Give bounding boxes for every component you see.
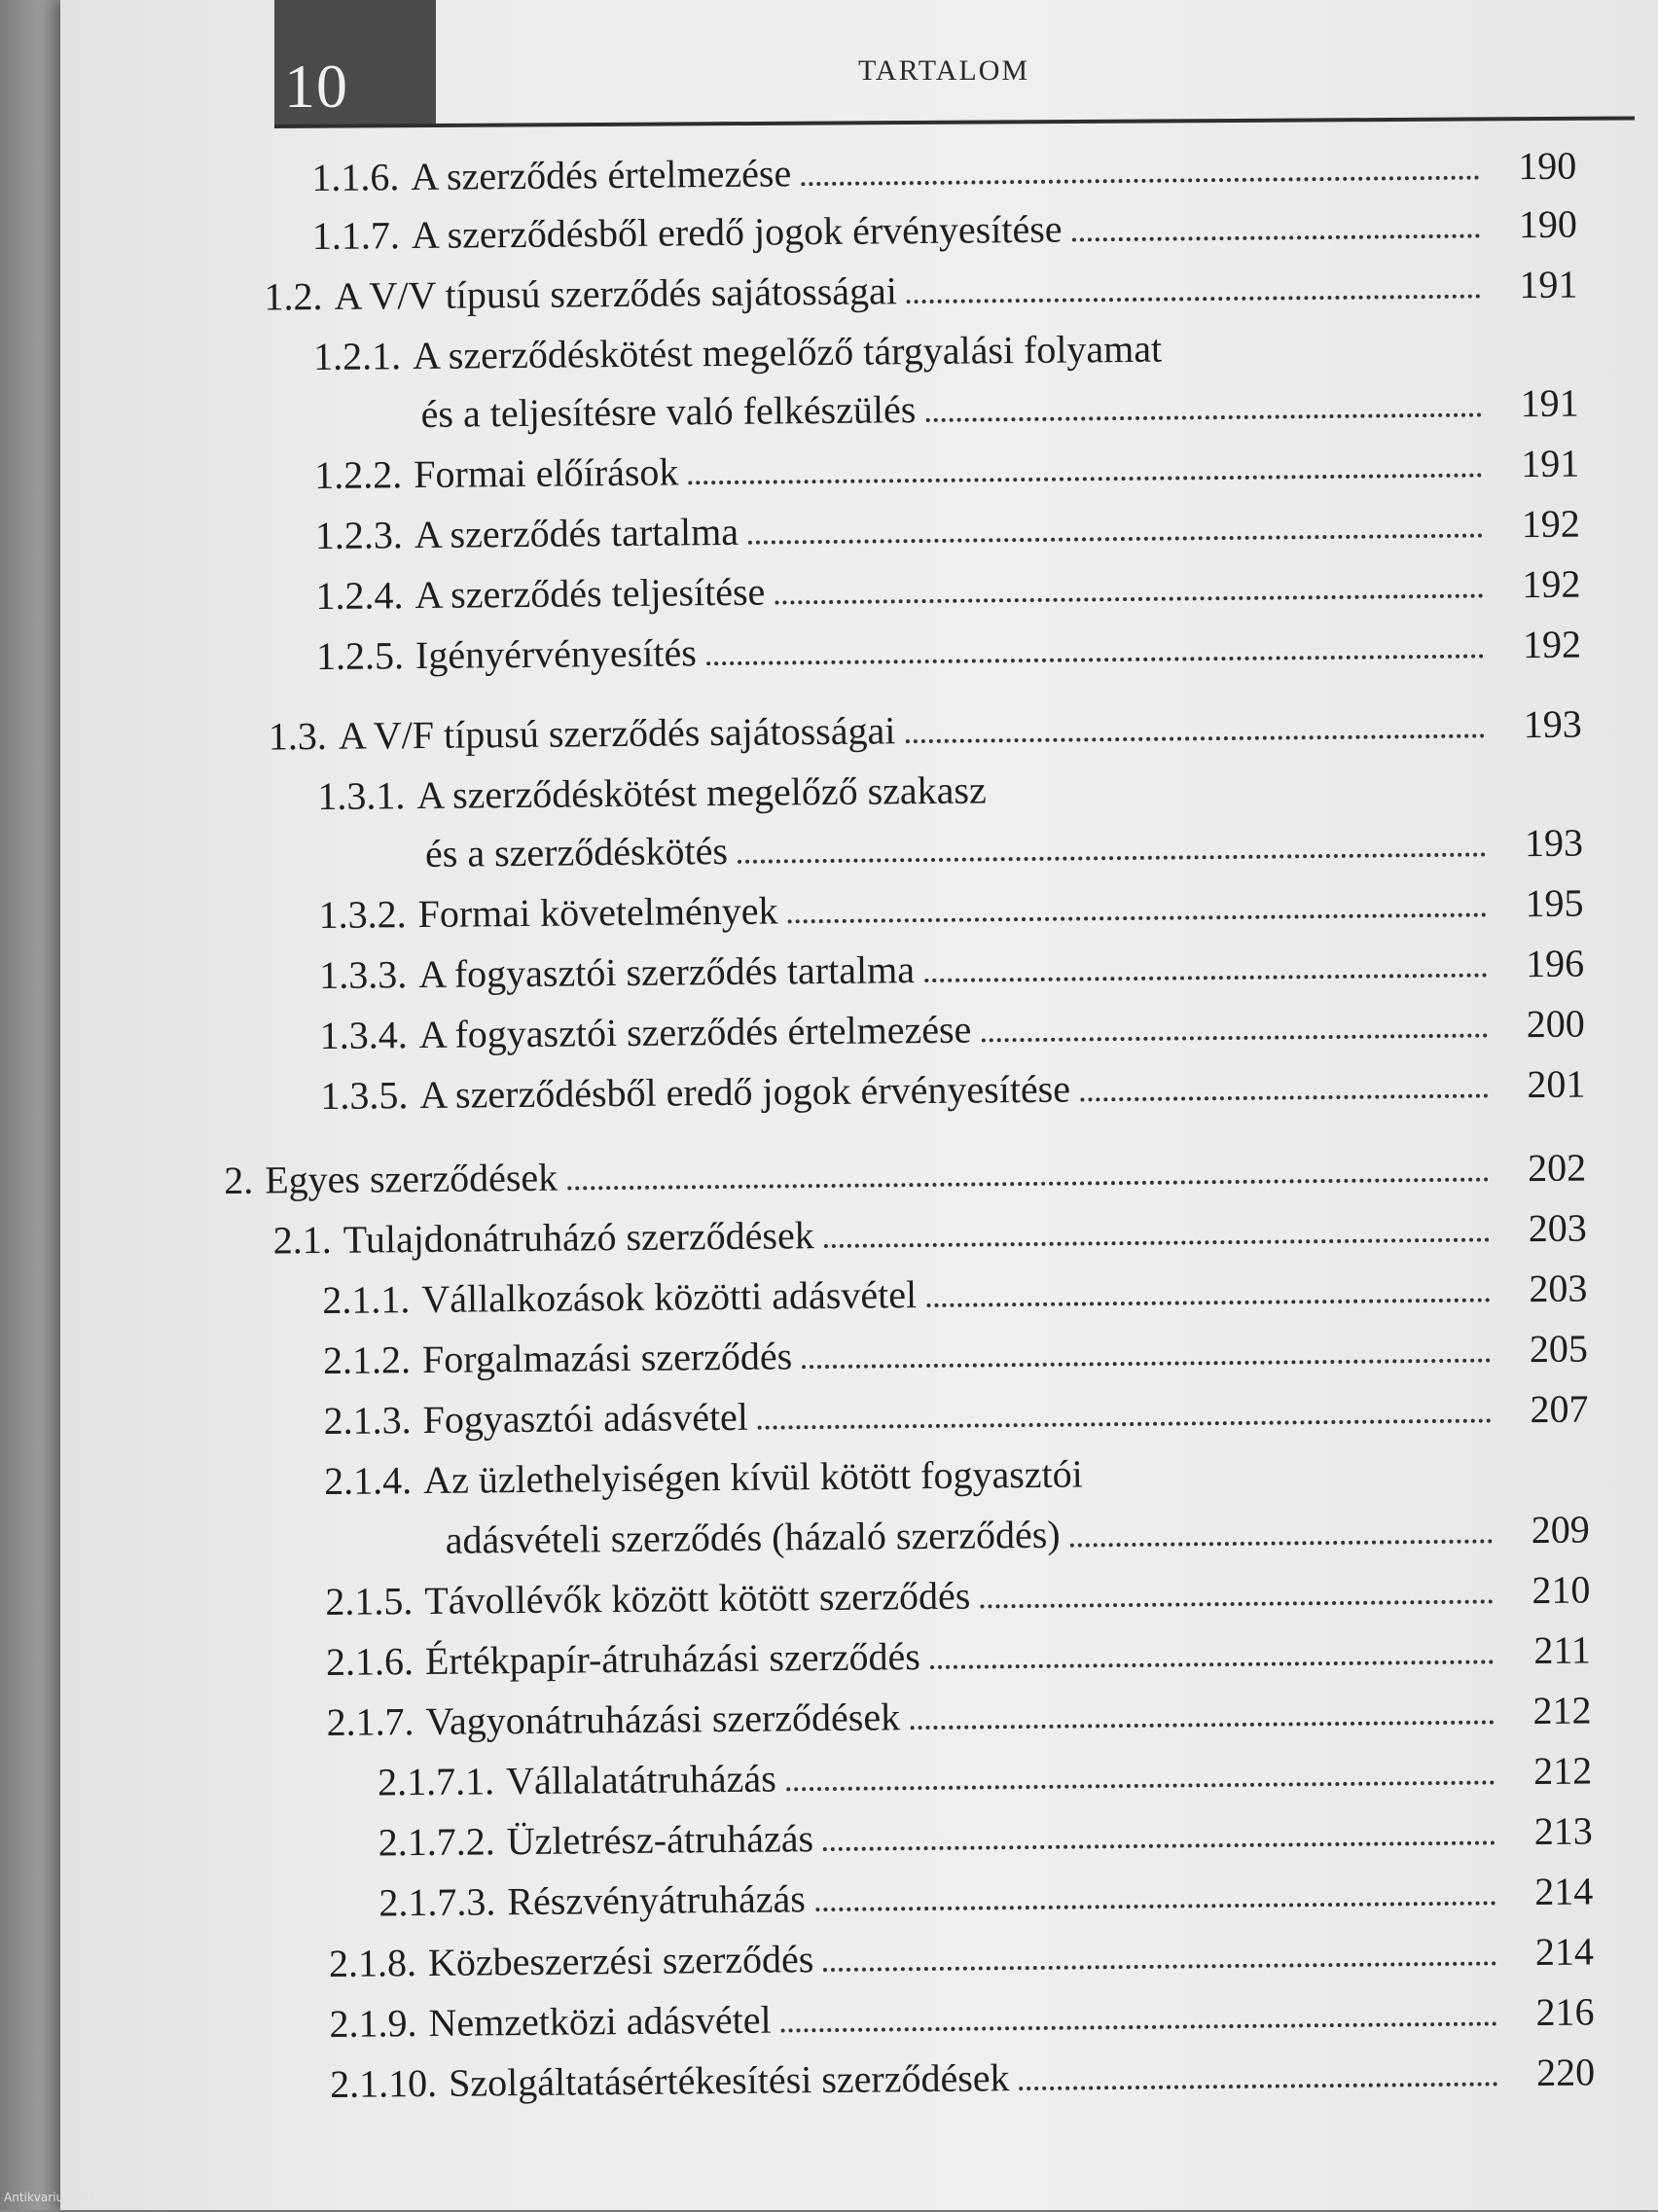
leader-dots — [758, 1418, 1492, 1429]
toc-entry-title: A fogyasztói szerződés értelmezése — [418, 1007, 972, 1057]
toc-entry — [324, 1445, 1589, 1503]
toc-entry-page: 200 — [1526, 1001, 1585, 1047]
toc-entry — [325, 1566, 1590, 1623]
leader-dots — [823, 1961, 1496, 1972]
toc-entry-title: Forgalmazási szerződés — [421, 1334, 793, 1382]
toc-entry — [320, 1001, 1585, 1058]
toc-entry-page: 207 — [1530, 1386, 1589, 1432]
toc-entry-title: A szerződés tartalma — [414, 509, 739, 557]
toc-entry-page: 192 — [1522, 561, 1581, 607]
toc-entry — [326, 1626, 1591, 1684]
toc-entry-page: 201 — [1527, 1061, 1586, 1107]
toc-entry-page: 192 — [1522, 622, 1582, 667]
toc-entry-page: 205 — [1529, 1326, 1589, 1372]
toc-entry-title: A szerződésből eredő jogok érvényesítése — [411, 206, 1063, 258]
running-head-title: TARTALOM — [858, 54, 1030, 87]
toc-entry-page: 209 — [1531, 1507, 1590, 1552]
toc-entry-title: Távollévők között kötött szerződés — [424, 1573, 971, 1623]
toc-entry-number: 2.1.7.2. — [378, 1819, 495, 1865]
page-number: 10 — [284, 52, 348, 121]
leader-dots — [924, 973, 1487, 982]
toc-entry-title: A szerződéskötést megelőző szakasz — [416, 767, 987, 818]
leader-dots — [786, 1780, 1495, 1791]
toc-entry — [378, 1807, 1593, 1865]
toc-entry-number: 2.1. — [272, 1217, 333, 1263]
leader-dots — [688, 474, 1482, 485]
leader-dots — [980, 1599, 1493, 1608]
toc-entry-number: 2.1.8. — [328, 1941, 417, 1985]
toc-entry-title: Az üzlethelyiségen kívül kötött fogyasztói — [422, 1451, 1083, 1502]
toc-entry-title: és a teljesítésre való felkészülés — [420, 387, 917, 436]
leader-dots — [775, 593, 1483, 604]
toc-entry-page: 191 — [1520, 441, 1580, 486]
toc-entry — [315, 561, 1580, 619]
toc-entry-page: 220 — [1535, 2050, 1596, 2095]
leader-dots — [801, 176, 1479, 187]
toc-entry-page: 190 — [1518, 201, 1578, 247]
toc-entry-page: 192 — [1521, 501, 1581, 547]
leader-dots — [815, 1901, 1496, 1911]
toc-entry-title: Igényérvényesítés — [414, 630, 698, 678]
toc-entry-number: 2.1.10. — [329, 2060, 438, 2106]
toc-entry — [319, 941, 1584, 998]
toc-entry-number: 1.1.6. — [311, 155, 400, 200]
toc-entry-number: 2.1.4. — [323, 1458, 413, 1503]
toc-entry-title: A fogyasztói szerződés tartalma — [417, 947, 916, 997]
toc-entry-number: 2.1.9. — [329, 2001, 417, 2046]
toc-entry-page: 196 — [1525, 941, 1585, 986]
toc-entry-number: 2.1.3. — [323, 1398, 412, 1443]
leader-dots — [926, 1298, 1490, 1307]
toc-entry — [329, 1988, 1594, 2046]
toc-entry — [322, 1266, 1587, 1323]
toc-entry-page: 214 — [1534, 1869, 1594, 1914]
toc-entry — [378, 1868, 1593, 1925]
leader-dots — [1072, 234, 1480, 242]
leader-dots — [738, 852, 1486, 863]
toc-entry — [224, 1145, 1586, 1203]
leader-dots — [905, 733, 1484, 743]
watermark-text: Antikvarium.hu — [4, 2191, 93, 2204]
toc-entry-page: 203 — [1529, 1266, 1588, 1311]
toc-entry-page: 190 — [1518, 143, 1577, 189]
leader-dots — [930, 1659, 1494, 1669]
leader-dots — [981, 1033, 1487, 1042]
toc-entry-title: Közbeszerzési szerződés — [427, 1937, 814, 1984]
toc-entry — [323, 1386, 1588, 1444]
toc-entry-number: 2.1.1. — [322, 1277, 411, 1322]
toc-entry-page: 193 — [1524, 820, 1584, 866]
toc-entry-title: A szerződés értelmezése — [411, 151, 792, 199]
toc-entry-number: 2.1.5. — [325, 1579, 414, 1623]
leader-dots — [907, 295, 1481, 304]
toc-entry-page: 193 — [1523, 701, 1582, 747]
toc-entry-page: 191 — [1519, 262, 1578, 307]
toc-entry — [446, 1506, 1590, 1562]
toc-entry-number: 1.3.5. — [320, 1073, 409, 1118]
toc-entry — [264, 262, 1577, 320]
toc-entry — [330, 2049, 1595, 2106]
toc-entry-number: 1.2. — [264, 273, 323, 319]
toc-entry — [323, 1326, 1588, 1383]
toc-entry-title: Tulajdonátruházó szerződések — [342, 1213, 814, 1262]
toc-entry-number: 1.3. — [268, 713, 328, 759]
toc-entry-page: 203 — [1528, 1205, 1587, 1251]
toc-entry-page: 216 — [1535, 1989, 1595, 2035]
toc-entry-page: 195 — [1525, 880, 1584, 926]
toc-entry-number: 1.3.4. — [319, 1013, 408, 1057]
toc-entry-title: Fogyasztói adásvétel — [422, 1394, 749, 1442]
toc-entry-number: 1.3.2. — [318, 892, 407, 938]
toc-entry — [316, 622, 1581, 679]
leader-dots — [823, 1840, 1496, 1851]
toc-entry-title: Értékpapír-átruházási szerződés — [424, 1634, 921, 1683]
toc-entry-number: 1.2.5. — [315, 633, 405, 679]
toc-entry-title: Formai követelmények — [417, 888, 778, 937]
toc-entry-number: 1.2.1. — [312, 334, 402, 379]
leader-dots — [925, 413, 1481, 422]
toc-entry-title: A szerződésből eredő jogok érvényesítése — [419, 1066, 1071, 1118]
toc-entry-title: Vagyonátruházási szerződések — [425, 1695, 901, 1743]
toc-entry-title: Szolgáltatásértékesítési szerződések — [448, 2055, 1010, 2105]
toc-entry-title: A V/F típusú szerződés sajátosságai — [338, 708, 896, 758]
toc-entry-title: A V/V típusú szerződés sajátosságai — [334, 268, 898, 318]
toc-entry-title: Vállalkozások közötti adásvétel — [421, 1272, 918, 1322]
toc-entry-page: 210 — [1532, 1567, 1591, 1613]
toc-entry — [311, 143, 1576, 200]
leader-dots — [706, 654, 1484, 665]
toc-entry-page: 202 — [1527, 1145, 1587, 1191]
toc-entry-number: 2.1.7. — [326, 1699, 414, 1744]
toc-entry-title: A szerződéskötést megelőző tárgyalási folyamat — [412, 326, 1163, 378]
toc-entry-number: 1.2.4. — [315, 573, 404, 619]
toc-entry-page: 211 — [1533, 1627, 1592, 1673]
toc-entry — [420, 380, 1578, 437]
toc-entry-number: 2. — [223, 1158, 254, 1202]
toc-entry-page: 213 — [1533, 1808, 1593, 1854]
leader-dots — [748, 534, 1483, 545]
toc-entry-title: és a szerződéskötés — [424, 828, 729, 875]
toc-entry-number: 2.1.6. — [325, 1639, 414, 1684]
leader-dots — [910, 1720, 1494, 1730]
toc-entry-number: 2.1.7.1. — [377, 1759, 495, 1804]
toc-entry — [378, 1747, 1592, 1804]
toc-entry-title: Vállalatátruházás — [505, 1756, 776, 1803]
toc-entry-number: 2.1.2. — [322, 1338, 412, 1382]
toc-entry-page: 214 — [1534, 1929, 1595, 1975]
toc-entry — [273, 1205, 1587, 1264]
toc-entry — [320, 1061, 1585, 1119]
toc-entry-page: 212 — [1532, 1748, 1593, 1794]
toc-entry-title: Nemzetközi adásvétel — [428, 1997, 772, 2045]
toc-entry — [329, 1928, 1594, 1985]
leader-dots — [1080, 1093, 1488, 1101]
leader-dots — [788, 912, 1487, 923]
leader-dots — [1070, 1539, 1493, 1547]
toc-entry-title: A szerződés teljesítése — [414, 569, 766, 618]
toc-entry-title: Formai előírások — [414, 449, 679, 497]
leader-dots — [824, 1237, 1490, 1248]
toc-entry-page: 191 — [1520, 380, 1579, 426]
toc-entry-number: 1.2.3. — [314, 513, 404, 558]
leader-dots — [567, 1177, 1489, 1190]
toc-entry-title: Részvényátruházás — [507, 1876, 807, 1924]
toc-entry — [425, 820, 1583, 876]
toc-entry-number: 1.3.3. — [318, 952, 408, 997]
toc-entry-title: Egyes szerződések — [264, 1155, 559, 1202]
leader-dots — [1020, 2082, 1498, 2090]
toc-entry-number: 1.2.2. — [314, 452, 403, 498]
leader-dots — [781, 2021, 1497, 2032]
toc-entry-number: 1.1.7. — [311, 213, 401, 259]
toc-entry — [269, 701, 1582, 760]
toc-entry — [317, 762, 1582, 819]
toc-entry — [326, 1687, 1591, 1744]
toc-entry — [314, 441, 1579, 498]
toc-entry — [315, 501, 1580, 558]
toc-entry-page: 212 — [1532, 1688, 1592, 1733]
toc-entry-title: adásvételi szerződés (házaló szerződés) — [445, 1512, 1061, 1562]
toc-entry — [313, 322, 1578, 379]
leader-dots — [802, 1358, 1491, 1369]
toc-entry-title: Üzletrész-átruházás — [506, 1816, 814, 1864]
toc-entry — [312, 201, 1577, 259]
toc-entry-number: 1.3.1. — [317, 773, 406, 819]
toc-entry-number: 2.1.7.3. — [378, 1879, 496, 1925]
toc-entry — [318, 880, 1583, 938]
